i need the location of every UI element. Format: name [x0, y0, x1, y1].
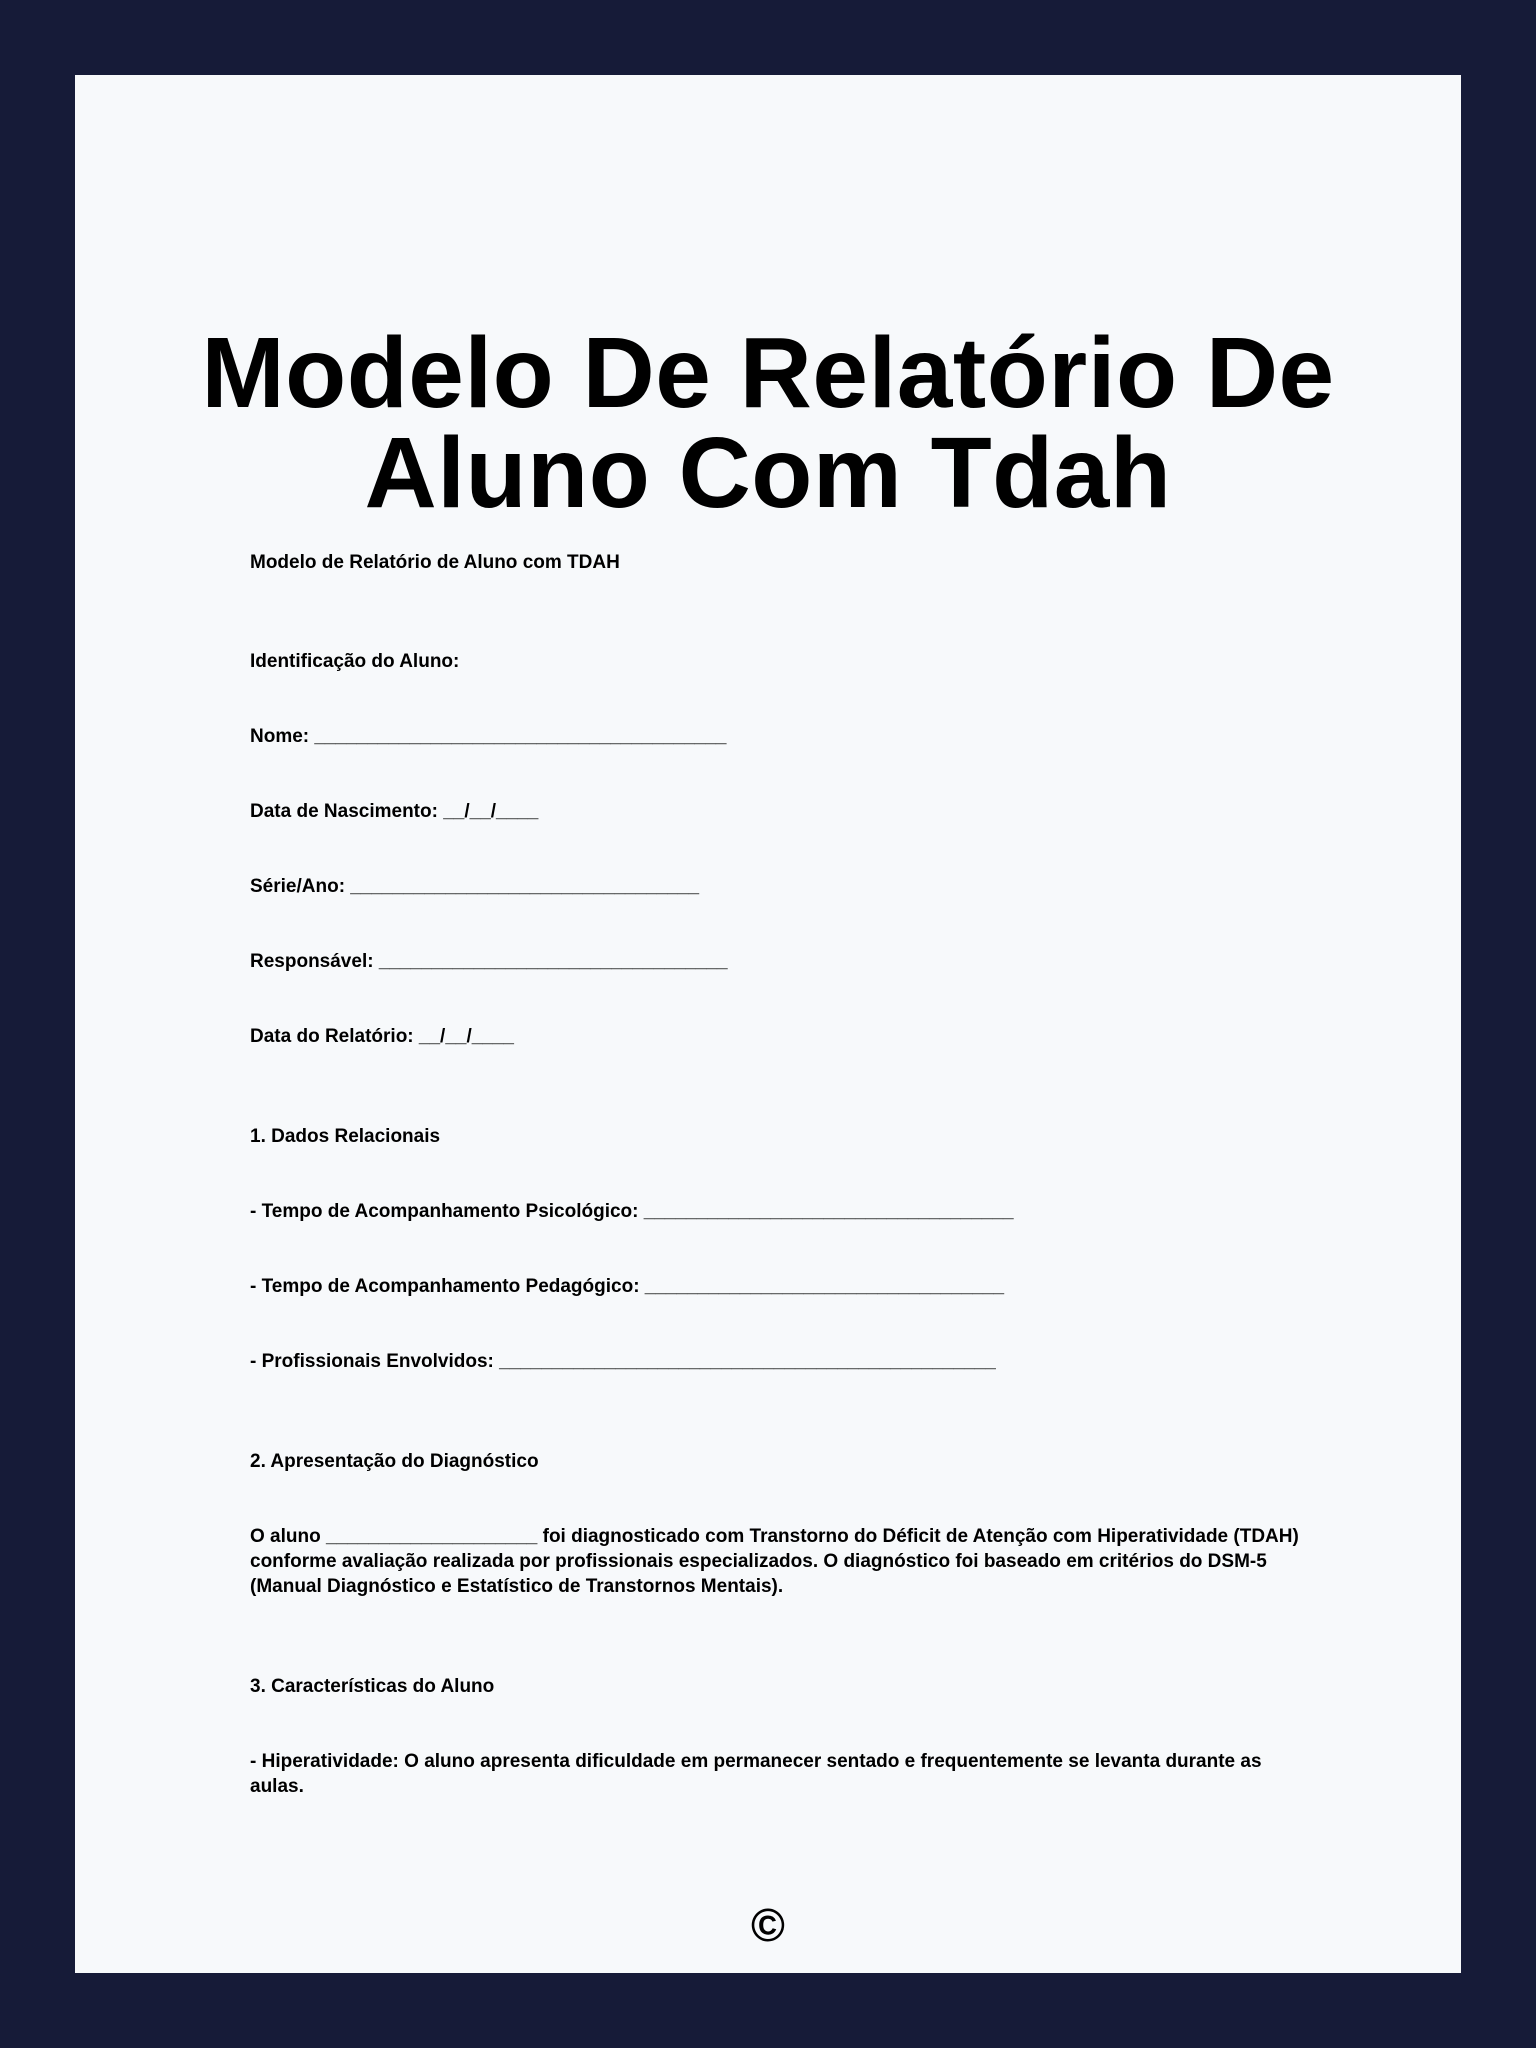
field-nome: Nome: _______________________________________: [250, 726, 727, 747]
field-data-nascimento: Data de Nascimento: __/__/____: [250, 801, 539, 822]
section-1-title: 1. Dados Relacionais: [250, 1126, 441, 1147]
field-responsavel: Responsável: _________________________________: [250, 951, 728, 972]
section-1-item-psicologico: - Tempo de Acompanhamento Psicológico: ___________________________________: [250, 1201, 1014, 1222]
field-serie-ano: Série/Ano: _________________________________: [250, 876, 700, 897]
section-2-title: 2. Apresentação do Diagnóstico: [250, 1451, 539, 1472]
document-page: [75, 75, 1461, 1973]
title-line-1: Modelo De Relatório De: [201, 317, 1335, 429]
report-heading: Modelo de Relatório de Aluno com TDAH: [250, 552, 620, 573]
section-2-paragraph: O aluno ____________________ foi diagnosticado com Transtorno do Déficit de Atenção com Hiperatividade (TDAH) conforme avaliação realizada por profissionais especializados. O diagnóstico foi baseado em critérios do DSM-5 (Manual Diagnóstico e Estatístico de Transtornos Mentais).: [250, 1526, 1299, 1597]
document-title: [75, 317, 1461, 529]
section-1-item-pedagogico: - Tempo de Acompanhamento Pedagógico: __________________________________: [250, 1276, 1005, 1297]
section-3-title: 3. Características do Aluno: [250, 1676, 495, 1697]
copyright-symbol: ©: [751, 1899, 785, 1951]
field-data-relatorio: Data do Relatório: __/__/____: [250, 1026, 514, 1047]
section-3-paragraph: - Hiperatividade: O aluno apresenta dificuldade em permanecer sentado e frequentemente se levanta durante as aulas.: [250, 1751, 1262, 1797]
section-1-item-profissionais: - Profissionais Envolvidos: _______________________________________________: [250, 1351, 996, 1372]
title-line-2: Aluno Com Tdah: [364, 417, 1172, 529]
identification-label: Identificação do Aluno:: [250, 651, 460, 672]
